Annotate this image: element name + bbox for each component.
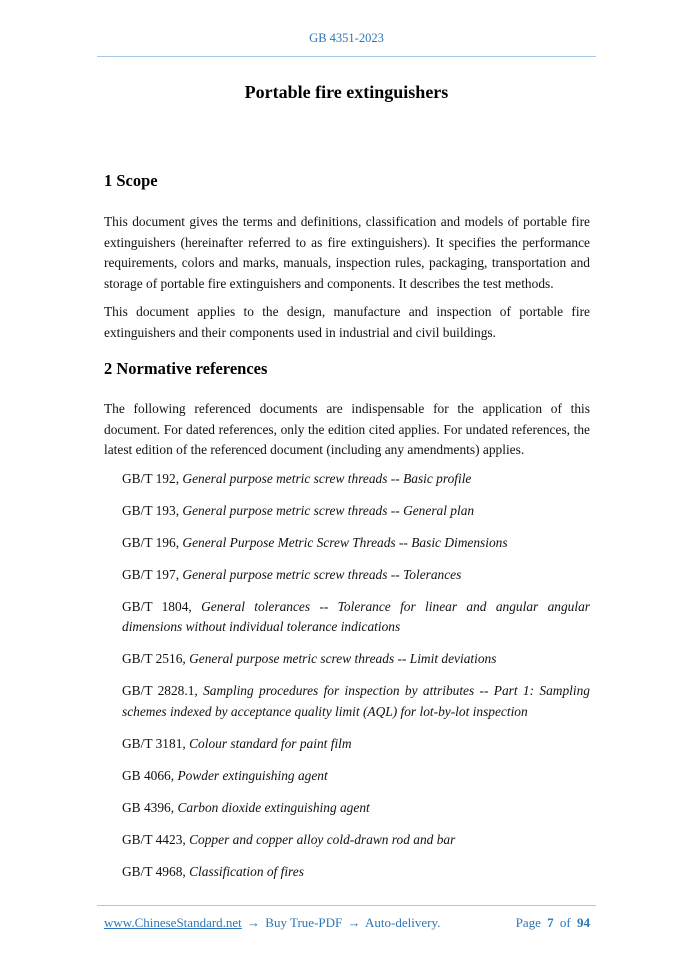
references-list bbox=[104, 469, 590, 883]
document-body bbox=[104, 171, 590, 894]
page-indicator bbox=[513, 915, 590, 931]
reference-item bbox=[122, 734, 590, 755]
total-page-number: 94 bbox=[577, 915, 590, 930]
reference-code: GB/T 192, bbox=[122, 470, 180, 486]
footer-promo bbox=[104, 915, 440, 931]
reference-code: GB/T 4968, bbox=[122, 863, 186, 879]
reference-code: GB/T 197, bbox=[122, 566, 180, 582]
reference-item bbox=[122, 681, 590, 722]
reference-item bbox=[122, 862, 590, 883]
footer-site-link[interactable]: www.ChineseStandard.net bbox=[104, 915, 242, 930]
reference-code: GB/T 2828.1, bbox=[122, 683, 198, 698]
page-label: Page bbox=[515, 915, 541, 930]
header-rule bbox=[97, 56, 596, 57]
footer-rule bbox=[97, 905, 596, 906]
reference-code: GB/T 193, bbox=[122, 502, 180, 518]
scope-paragraph-1: This document gives the terms and definitions, classification and models of portable fire extinguishers (hereinafter referred to as fire extinguishers). It specifies the performance requirements, colors and marks, manuals, inspection rules, packaging, transportation and storage of portable fire extinguishers and components. It describes the test methods. bbox=[104, 214, 590, 291]
reference-code: GB/T 196, bbox=[122, 534, 180, 550]
section-normative-heading: 2 Normative references bbox=[104, 359, 268, 378]
reference-code: GB 4066, bbox=[122, 767, 175, 783]
reference-code: GB 4396, bbox=[122, 799, 175, 815]
reference-item bbox=[122, 766, 590, 787]
reference-item bbox=[122, 597, 590, 638]
of-label: of bbox=[559, 915, 571, 930]
section-scope-heading: 1 Scope bbox=[104, 171, 158, 190]
scope-paragraph-2: This document applies to the design, manufacture and inspection of portable fire extinguishers and their components used in industrial and civil buildings. bbox=[104, 304, 590, 340]
reference-item bbox=[122, 798, 590, 819]
page-footer bbox=[104, 915, 590, 931]
running-header-doc-code: GB 4351-2023 bbox=[309, 31, 384, 45]
arrow-icon: → bbox=[247, 915, 261, 930]
footer-buy-text: Buy True-PDF bbox=[265, 915, 343, 930]
reference-title: General purpose metric screw threads -- General plan bbox=[182, 502, 475, 518]
reference-title: Powder extinguishing agent bbox=[177, 767, 328, 783]
reference-title: Colour standard for paint film bbox=[189, 735, 352, 751]
reference-title: Sampling procedures for inspection by attributes -- Part 1: Sampling schemes indexed by acceptance quality limit (AQL) for lot-by-lot inspection bbox=[122, 683, 590, 719]
reference-item bbox=[122, 565, 590, 586]
reference-title: General purpose metric screw threads -- Limit deviations bbox=[189, 651, 497, 666]
footer-delivery-text: Auto-delivery. bbox=[365, 915, 441, 930]
current-page-number: 7 bbox=[547, 915, 554, 930]
reference-title: General tolerances -- Tolerance for linear and angular angular dimensions without individual tolerance indications bbox=[122, 598, 590, 634]
reference-code: GB/T 4423, bbox=[122, 831, 186, 847]
reference-item bbox=[122, 533, 590, 554]
arrow-icon: → bbox=[347, 915, 361, 930]
reference-title: Copper and copper alloy cold-drawn rod and bar bbox=[189, 831, 456, 847]
reference-title: Carbon dioxide extinguishing agent bbox=[177, 799, 370, 815]
reference-title: Classification of fires bbox=[189, 863, 304, 879]
reference-title: General purpose metric screw threads -- Basic profile bbox=[182, 470, 472, 486]
reference-title: General purpose metric screw threads -- Tolerances bbox=[182, 566, 462, 582]
reference-title: General Purpose Metric Screw Threads -- Basic Dimensions bbox=[182, 534, 508, 550]
reference-code: GB/T 1804, bbox=[122, 598, 192, 614]
reference-item bbox=[122, 469, 590, 490]
reference-item bbox=[122, 649, 590, 670]
reference-item bbox=[122, 501, 590, 522]
reference-code: GB/T 3181, bbox=[122, 735, 186, 751]
document-title: Portable fire extinguishers bbox=[244, 82, 449, 102]
reference-item bbox=[122, 830, 590, 851]
normative-paragraph-1: The following referenced documents are indispensable for the application of this document. For dated references, only the edition cited applies. For undated references, the latest edition of the referenced document (including any amendments) applies. bbox=[104, 401, 590, 457]
reference-code: GB/T 2516, bbox=[122, 651, 186, 666]
